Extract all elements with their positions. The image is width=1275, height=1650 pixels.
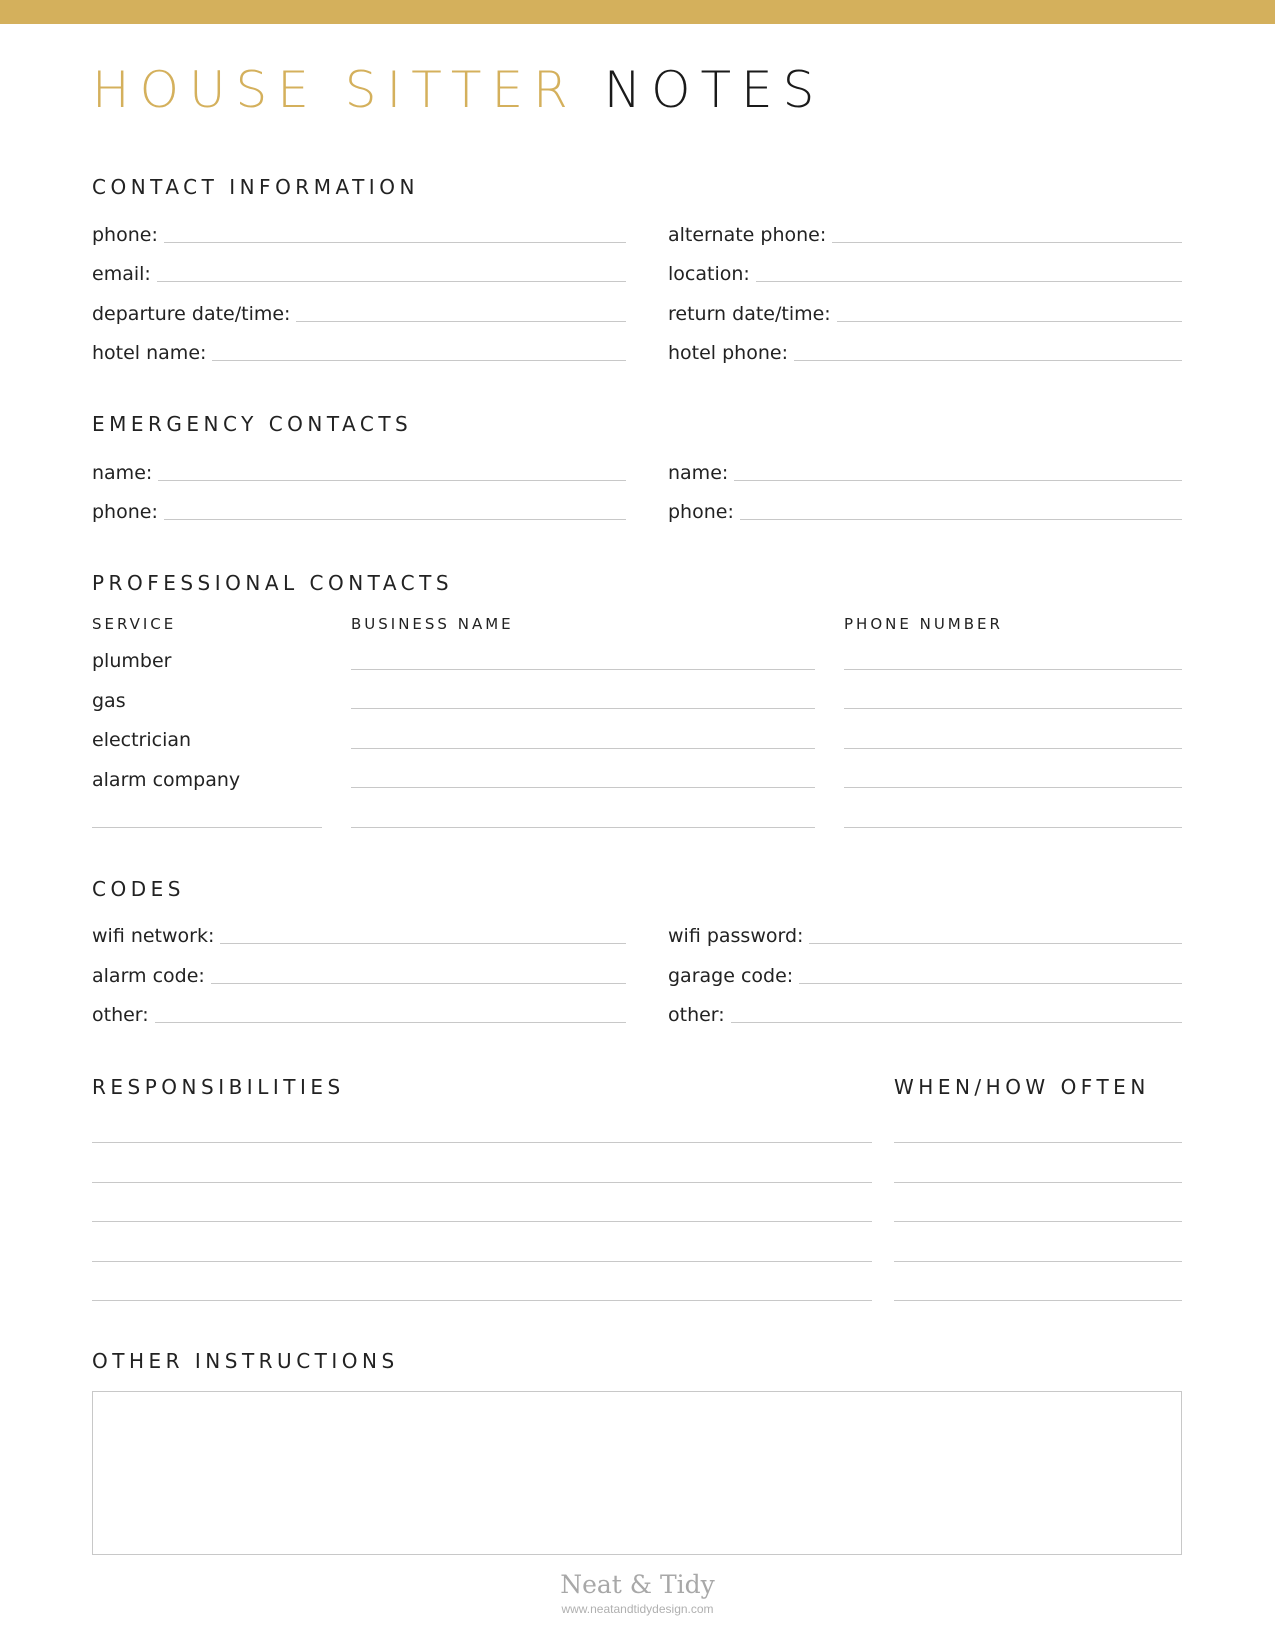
other-code-field-2[interactable] [668,998,1182,1026]
phone-line-plumber[interactable] [844,669,1182,670]
hotel-name-field[interactable] [92,336,626,364]
alarm-code-line[interactable] [211,983,626,984]
title-accent: HOUSE SITTER [92,61,578,119]
alternate-phone-field[interactable] [668,218,1182,246]
when-line-2[interactable] [894,1182,1182,1183]
business-line-gas[interactable] [351,708,815,709]
alarm-code-field[interactable] [92,959,626,987]
title-plain: NOTES [603,61,825,119]
service-plumber: plumber [92,650,172,672]
phone-line-electrician[interactable] [844,748,1182,749]
when-line-5[interactable] [894,1300,1182,1301]
wifi-network-label: wifi network: [92,925,215,947]
hotel-phone-field[interactable] [668,336,1182,364]
hotel-name-label: hotel name: [92,342,207,364]
professional-contacts-heading: PROFESSIONAL CONTACTS [92,571,454,595]
responsibilities-heading: RESPONSIBILITIES [92,1075,345,1099]
when-line-3[interactable] [894,1221,1182,1222]
top-accent-bar [0,0,1275,24]
location-field[interactable] [668,257,1182,285]
other-code-line-2[interactable] [731,1022,1182,1023]
emergency-name-field-2[interactable] [668,456,1182,484]
return-line[interactable] [837,321,1182,322]
wifi-network-field[interactable] [92,919,626,947]
responsibility-line-1[interactable] [92,1142,872,1143]
business-line-extra[interactable] [351,827,815,828]
departure-label: departure date/time: [92,303,291,325]
email-line[interactable] [157,281,626,282]
email-field[interactable] [92,257,626,285]
return-field[interactable] [668,297,1182,325]
contact-information-heading: CONTACT INFORMATION [92,175,419,199]
when-line-4[interactable] [894,1261,1182,1262]
emergency-contacts-heading: EMERGENCY CONTACTS [92,412,413,436]
alternate-phone-line[interactable] [832,242,1182,243]
business-line-alarm-company[interactable] [351,787,815,788]
email-label: email: [92,263,151,285]
garage-code-label: garage code: [668,965,794,987]
other-code-field-1[interactable] [92,998,626,1026]
hotel-name-line[interactable] [212,360,626,361]
phone-label: phone: [92,224,158,246]
footer-url: www.neatandtidydesign.com [561,1602,714,1616]
wifi-password-field[interactable] [668,919,1182,947]
phone-field[interactable] [92,218,626,246]
location-line[interactable] [756,281,1182,282]
alarm-code-label: alarm code: [92,965,205,987]
when-line-1[interactable] [894,1142,1182,1143]
when-how-often-heading: WHEN/HOW OFTEN [894,1075,1150,1099]
responsibility-line-5[interactable] [92,1300,872,1301]
emergency-name-line-2[interactable] [734,480,1182,481]
page-title [92,60,824,120]
emergency-name-field-1[interactable] [92,456,626,484]
emergency-phone-field-2[interactable] [668,495,1182,523]
return-label: return date/time: [668,303,831,325]
other-instructions-box[interactable] [92,1391,1182,1555]
phone-line-extra[interactable] [844,827,1182,828]
phone-line[interactable] [164,242,626,243]
wifi-network-line[interactable] [220,943,626,944]
emergency-phone-line-2[interactable] [740,519,1182,520]
codes-heading: CODES [92,877,185,901]
footer-brand-logo: Neat & Tidy [560,1570,715,1599]
phone-number-column-heading: PHONE NUMBER [844,615,1003,633]
garage-code-line[interactable] [799,983,1182,984]
service-column-heading: SERVICE [92,615,177,633]
emergency-name-line-1[interactable] [158,480,626,481]
location-label: location: [668,263,750,285]
service-gas: gas [92,690,126,712]
other-instructions-heading: OTHER INSTRUCTIONS [92,1349,399,1373]
alternate-phone-label: alternate phone: [668,224,827,246]
emergency-phone-label-1: phone: [92,501,158,523]
business-line-plumber[interactable] [351,669,815,670]
business-line-electrician[interactable] [351,748,815,749]
emergency-phone-label-2: phone: [668,501,734,523]
other-code-label-2: other: [668,1004,725,1026]
departure-line[interactable] [296,321,626,322]
responsibility-line-4[interactable] [92,1261,872,1262]
responsibility-line-2[interactable] [92,1182,872,1183]
wifi-password-label: wifi password: [668,925,804,947]
emergency-name-label-1: name: [92,462,153,484]
service-alarm-company: alarm company [92,769,241,791]
service-electrician: electrician [92,729,192,751]
business-name-column-heading: BUSINESS NAME [351,615,514,633]
other-code-label-1: other: [92,1004,149,1026]
departure-field[interactable] [92,297,626,325]
other-code-line-1[interactable] [155,1022,626,1023]
hotel-phone-label: hotel phone: [668,342,788,364]
hotel-phone-line[interactable] [794,360,1182,361]
wifi-password-line[interactable] [809,943,1182,944]
emergency-name-label-2: name: [668,462,729,484]
responsibility-line-3[interactable] [92,1221,872,1222]
garage-code-field[interactable] [668,959,1182,987]
emergency-phone-line-1[interactable] [164,519,626,520]
phone-line-alarm-company[interactable] [844,787,1182,788]
service-line-extra[interactable] [92,827,322,828]
phone-line-gas[interactable] [844,708,1182,709]
emergency-phone-field-1[interactable] [92,495,626,523]
